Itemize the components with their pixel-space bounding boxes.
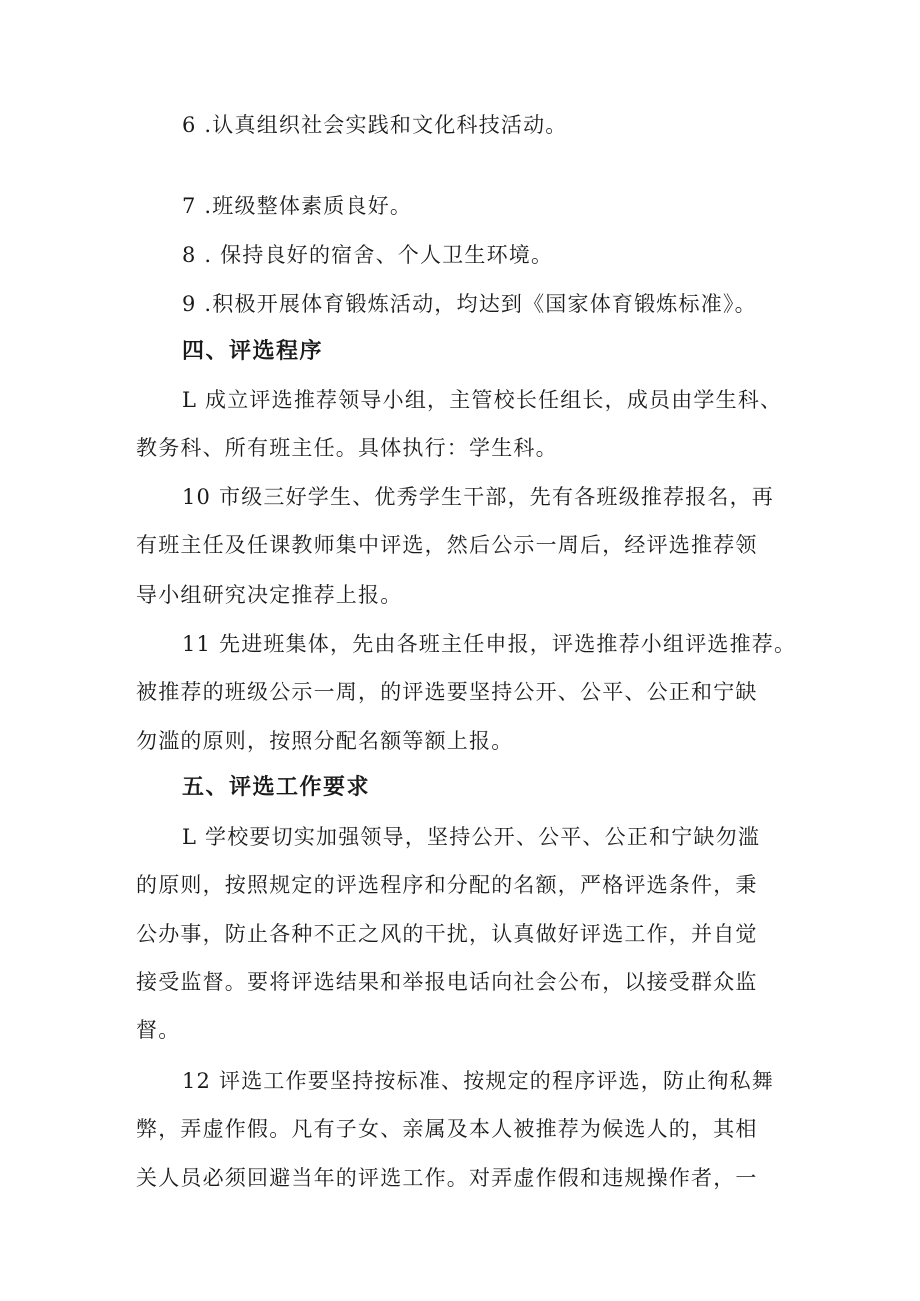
paragraph-line: 被推荐的班级公示一周，的评选要坚持公开、公平、公正和宁缺 bbox=[136, 680, 758, 704]
paragraph-line: L 成立评选推荐领导小组，主管校长任组长，成员由学生科、 bbox=[182, 388, 783, 412]
paragraph-line: 督。 bbox=[136, 1018, 181, 1042]
paragraph-line: 10 市级三好学生、优秀学生干部，先有各班级推荐报名，再 bbox=[182, 485, 774, 509]
section-heading-selection-procedure: 四、评选程序 bbox=[182, 339, 324, 364]
list-item-8: 8 . 保持良好的宿舍、个人卫生环境。 bbox=[182, 243, 554, 267]
list-item-9: 9 .积极开展体育锻炼活动，均达到《国家体育锻炼标准》。 bbox=[182, 292, 757, 316]
paragraph-line: 弊，弄虚作假。凡有子女、亲属及本人被推荐为候选人的，其相 bbox=[136, 1117, 758, 1141]
paragraph-line: 的原则，按照规定的评选程序和分配的名额，严格评选条件，秉 bbox=[136, 873, 758, 897]
list-item-7: 7 .班级整体素质良好。 bbox=[182, 194, 413, 218]
paragraph-line: 接受监督。要将评选结果和举报电话向社会公布，以接受群众监 bbox=[136, 970, 758, 994]
paragraph-line: 公办事，防止各种不正之风的干扰，认真做好评选工作，并自觉 bbox=[136, 922, 758, 946]
list-item-6: 6 .认真组织社会实践和文化科技活动。 bbox=[182, 113, 568, 137]
paragraph-line: 有班主任及任课教师集中评选，然后公示一周后，经评选推荐领 bbox=[136, 533, 758, 557]
paragraph-line: 11 先进班集体，先由各班主任申报，评选推荐小组评选推荐。 bbox=[182, 632, 797, 656]
section-heading-work-requirements: 五、评选工作要求 bbox=[182, 775, 371, 800]
paragraph-line: 导小组研究决定推荐上报。 bbox=[136, 583, 403, 607]
paragraph-line: 教务科、所有班主任。具体执行：学生科。 bbox=[136, 436, 558, 460]
paragraph-line: L 学校要切实加强领导，坚持公开、公平、公正和宁缺勿滥 bbox=[182, 825, 761, 849]
paragraph-line: 12 评选工作要坚持按标准、按规定的程序评选，防止徇私舞 bbox=[182, 1069, 774, 1093]
paragraph-line: 勿滥的原则，按照分配名额等额上报。 bbox=[136, 729, 514, 753]
paragraph-line: 关人员必须回避当年的评选工作。对弄虚作假和违规操作者，一 bbox=[136, 1166, 758, 1190]
